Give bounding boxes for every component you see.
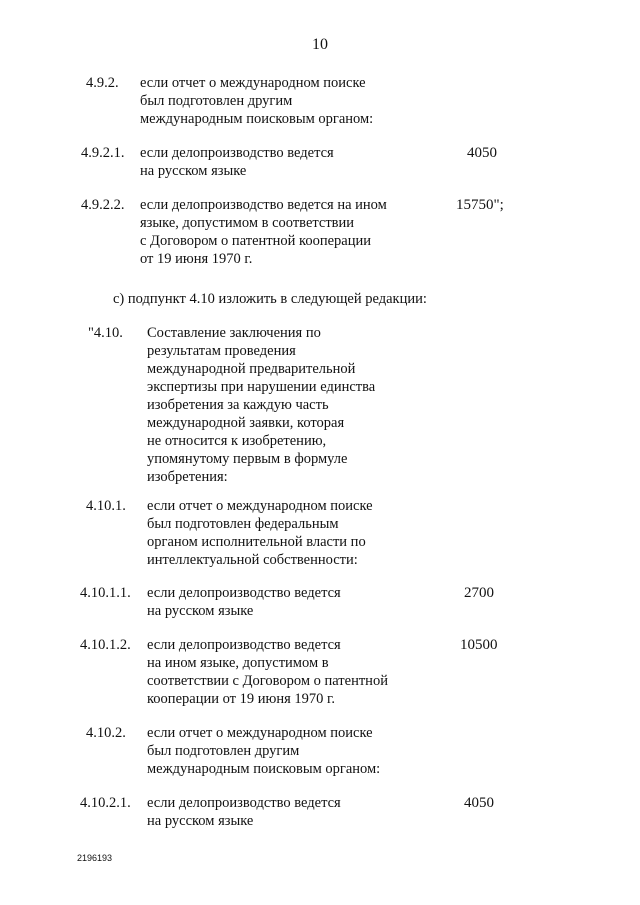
clause-text: если отчет о международном поиске был подготовлен другим международным поисковым органом:: [147, 725, 381, 777]
amendment-intro: с) подпункт 4.10 изложить в следующей редакции:: [113, 291, 427, 307]
clause-number: 4.10.2.1.: [80, 795, 131, 811]
fee-amount: 2700: [464, 585, 494, 601]
fee-amount: 4050: [464, 795, 494, 811]
document-code: 2196193: [77, 853, 113, 863]
fee-amount: 10500: [460, 637, 498, 653]
clause-text: если делопроизводство ведется на ином языке, допустимом в соответствии с Договором о патентной кооперации от 19 июня 1970 г.: [140, 197, 387, 267]
clause-number: 4.10.1.: [86, 498, 126, 514]
clause-number: 4.9.2.1.: [81, 145, 125, 161]
clause-text: если делопроизводство ведется на русском языке: [147, 585, 341, 619]
clause-text: если делопроизводство ведется на русском языке: [140, 145, 334, 179]
clause-text: если отчет о международном поиске был подготовлен другим международным поисковым органом:: [140, 75, 374, 127]
clause-number: 4.9.2.: [86, 75, 119, 91]
clause-number: 4.10.1.1.: [80, 585, 131, 601]
clause-text: если делопроизводство ведется на русском языке: [147, 795, 341, 829]
clause-number: 4.10.2.: [86, 725, 126, 741]
page-number: 10: [312, 36, 328, 53]
clause-text: если отчет о международном поиске был подготовлен федеральным органом исполнительной власти по интеллектуальной собственности:: [147, 498, 373, 568]
clause-number: 4.10.1.2.: [80, 637, 131, 653]
clause-text: Составление заключения по результатам проведения международной предварительной экспертизы при нарушении единства изобретения за каждую часть международной заявки, которая не относится к изобретению, упомянутому первым в формуле изобретения:: [147, 325, 376, 485]
clause-text: если делопроизводство ведется на ином языке, допустимом в соответствии с Договором о патентной кооперации от 19 июня 1970 г.: [147, 637, 388, 707]
fee-amount: 4050: [467, 145, 497, 161]
clause-number: "4.10.: [88, 325, 123, 341]
clause-number: 4.9.2.2.: [81, 197, 125, 213]
fee-amount: 15750";: [456, 197, 504, 213]
